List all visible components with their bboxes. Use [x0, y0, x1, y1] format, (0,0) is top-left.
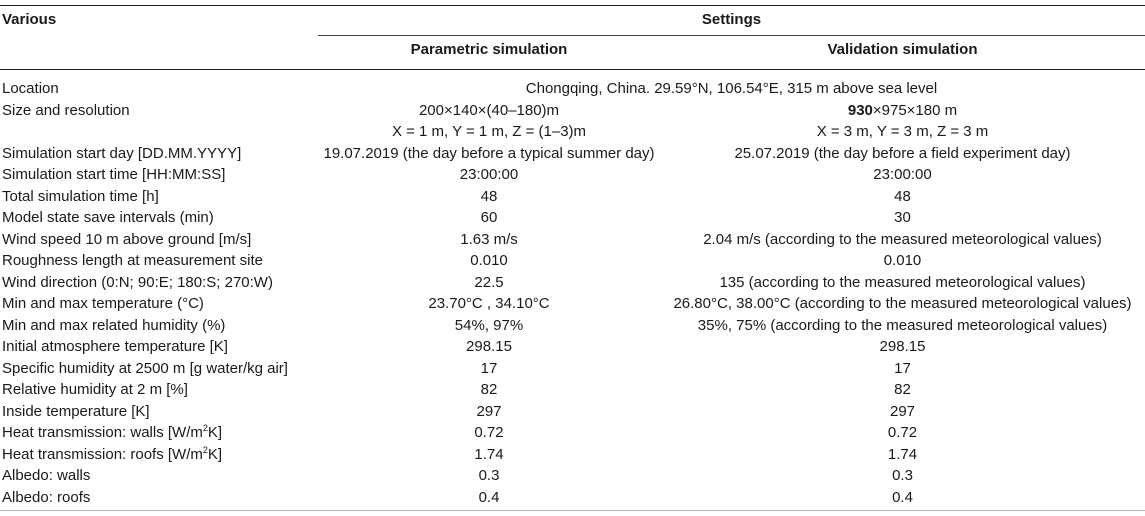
parametric-value: 0.010: [470, 252, 508, 269]
row-label: Wind direction (0:N; 90:E; 180:S; 270:W): [2, 273, 273, 291]
table-row: [0, 250, 1145, 272]
table-row: [0, 336, 1145, 358]
table-row: [0, 272, 1145, 294]
table-row: [0, 100, 1145, 122]
row-label: Min and max related humidity (%): [2, 316, 226, 334]
validation-value: 0.72: [887, 424, 918, 441]
header-settings: Settings: [701, 11, 762, 28]
row-label: Specific humidity at 2500 m [g water/kg air]: [2, 359, 288, 377]
validation-value: 0.4: [892, 488, 913, 506]
header-various: Various: [2, 11, 57, 28]
parametric-value: 1.74: [474, 445, 504, 463]
parametric-value: 82: [480, 381, 498, 398]
validation-value: 0.010: [883, 252, 922, 269]
header-bottom-rule: [0, 69, 1145, 70]
parametric-value: 298.15: [466, 338, 512, 355]
parametric-value: X = 1 m, Y = 1 m, Z = (1–3)m: [391, 123, 587, 140]
location-value: Chongqing, China. 29.59°N, 106.54°E, 315 m above sea level: [525, 80, 938, 97]
parametric-value: 22.5: [474, 273, 504, 291]
table-row: [0, 465, 1145, 487]
table-row: [0, 143, 1145, 165]
table-body: [0, 78, 1145, 508]
row-label: [0, 422, 318, 444]
table-row: [0, 293, 1145, 315]
validation-value: [660, 100, 1145, 122]
validation-value: 297: [889, 402, 916, 420]
row-label: Min and max temperature (°C): [2, 295, 204, 312]
row-label: Inside temperature [K]: [2, 402, 150, 420]
parametric-value: 0.3: [478, 467, 500, 484]
validation-value: 48: [894, 187, 911, 205]
table-row: [0, 444, 1145, 466]
validation-value: 298.15: [879, 338, 926, 355]
parametric-value: 23:00:00: [459, 166, 519, 183]
row-label: Albedo: walls: [2, 467, 91, 484]
row-label: Albedo: roofs: [2, 488, 91, 506]
row-label: Total simulation time [h]: [2, 187, 159, 205]
parametric-value: 23.70°C , 34.10°C: [428, 295, 550, 312]
row-label-text: Heat transmission: walls [W/m: [2, 424, 203, 441]
table-row: [0, 78, 1145, 100]
row-label-text-end: K]: [207, 424, 223, 441]
validation-value: 35%, 75% (according to the measured meteorological values): [697, 316, 1108, 334]
parametric-value: 200×140×(40–180)m: [418, 101, 560, 119]
row-label: Size and resolution: [2, 101, 130, 119]
validation-value: X = 3 m, Y = 3 m, Z = 3 m: [816, 123, 989, 140]
table-row: [0, 401, 1145, 423]
parametric-value: 48: [480, 187, 498, 205]
validation-value: 26.80°C, 38.00°C (according to the measured meteorological values): [673, 295, 1132, 312]
row-label: Wind speed 10 m above ground [m/s]: [2, 230, 252, 248]
parametric-value: 17: [480, 359, 498, 377]
table-row: [0, 121, 1145, 143]
parametric-value: 19.07.2019 (the day before a typical summer day): [323, 144, 655, 162]
parametric-value: 0.72: [474, 424, 504, 441]
row-label-text: Heat transmission: roofs [W/m: [2, 445, 203, 463]
table-row: [0, 229, 1145, 251]
table-row: [0, 379, 1145, 401]
row-label: Simulation start time [HH:MM:SS]: [2, 166, 226, 183]
table-row: [0, 358, 1145, 380]
parametric-value: 297: [476, 402, 502, 420]
row-label-superscript: 2: [202, 423, 208, 433]
validation-value: 2.04 m/s (according to the measured meteorological values): [703, 230, 1102, 248]
table-top-rule: [0, 5, 1145, 6]
row-label: Relative humidity at 2 m [%]: [2, 381, 188, 398]
validation-value: 30: [894, 209, 911, 226]
row-label: Roughness length at measurement site: [2, 252, 263, 269]
table-row: [0, 422, 1145, 444]
parametric-value: 0.4: [478, 488, 500, 506]
header-parametric-simulation: Parametric simulation: [410, 41, 568, 58]
table-row: [0, 207, 1145, 229]
validation-value: 0.3: [892, 467, 913, 484]
parametric-value: 54%, 97%: [454, 316, 524, 334]
table-row: [0, 487, 1145, 509]
table-row: [0, 186, 1145, 208]
row-label: Model state save intervals (min): [2, 209, 214, 226]
table-row: [0, 164, 1145, 186]
parametric-value: 60: [480, 209, 498, 226]
row-label: [0, 121, 318, 143]
validation-value: 82: [894, 381, 911, 398]
header-validation-simulation: Validation simulation: [827, 41, 978, 58]
row-label-text-end: K]: [207, 445, 223, 463]
row-label: Simulation start day [DD.MM.YYYY]: [2, 144, 242, 162]
validation-value: 25.07.2019 (the day before a field experiment day): [734, 144, 1071, 162]
parametric-value: 1.63 m/s: [460, 230, 518, 248]
settings-underline-rule: [318, 35, 1145, 36]
table-row: [0, 315, 1145, 337]
validation-value: 135 (according to the measured meteorological values): [719, 273, 1086, 291]
row-label-superscript: 2: [202, 444, 208, 455]
validation-value: 1.74: [887, 445, 918, 463]
validation-value: 23:00:00: [873, 166, 932, 183]
row-label: Initial atmosphere temperature [K]: [2, 338, 228, 355]
validation-value-bold: 930: [847, 101, 873, 119]
table-bottom-rule: [0, 510, 1145, 511]
row-label: [0, 444, 318, 466]
validation-value: 17: [894, 359, 911, 377]
row-label: Location: [2, 80, 59, 97]
validation-value-rest: ×975×180 m: [872, 101, 958, 119]
